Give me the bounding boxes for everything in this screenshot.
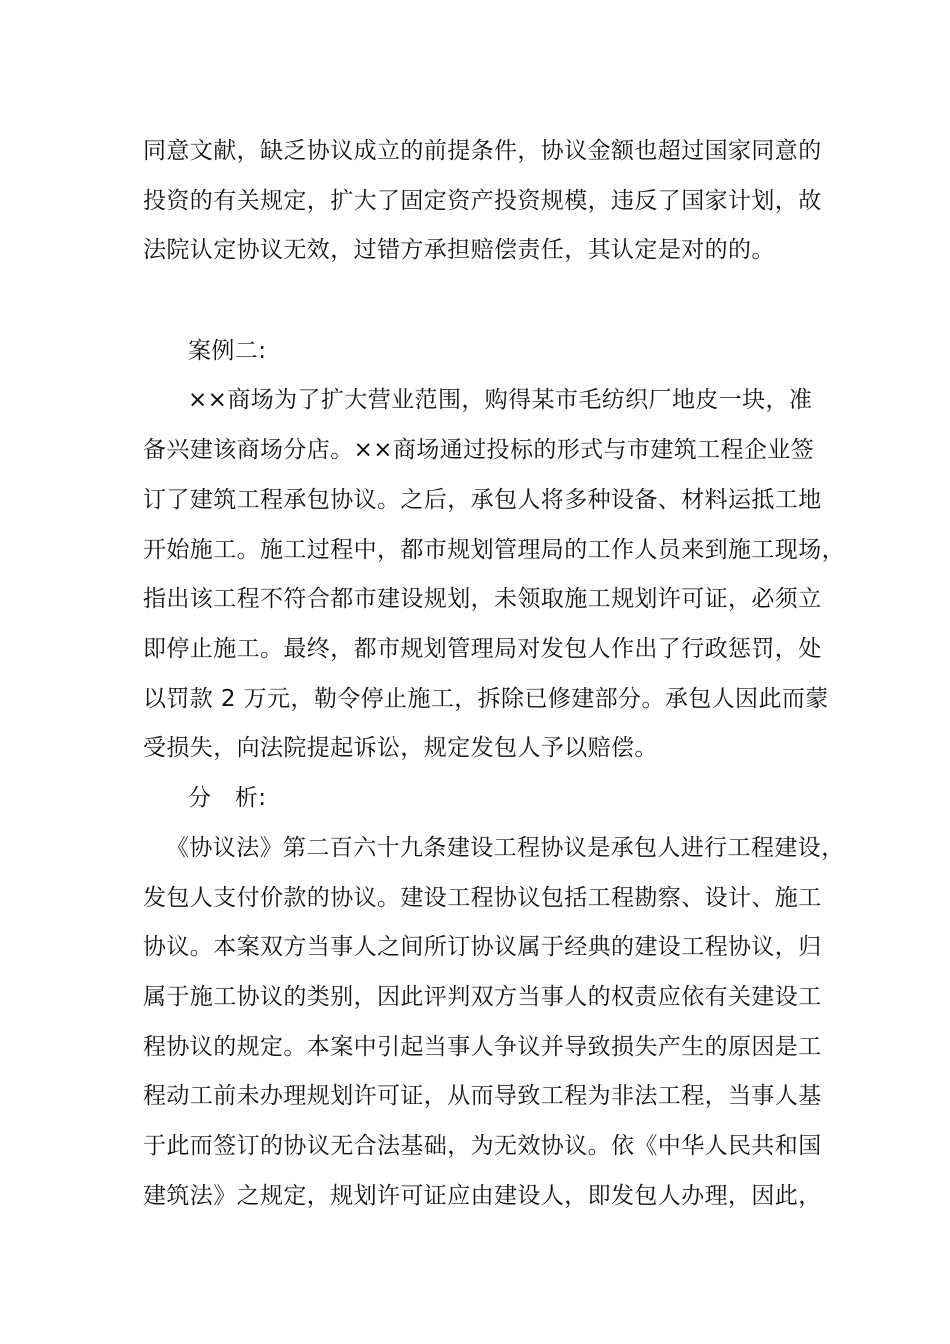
paragraph-line: 程动工前未办理规划许可证，从而导致工程为非法工程，当事人基 (143, 1083, 822, 1109)
paragraph-line: 即停止施工。最终，都市规划管理局对发包人作出了行政惩罚，处 (143, 636, 822, 662)
paragraph-line: ××商场为了扩大营业范围，购得某市毛纺织厂地皮一块，准 (188, 387, 813, 413)
paragraph-line: 投资的有关规定，扩大了固定资产投资规模，违反了国家计划，故 (143, 188, 822, 214)
paragraph-line: 《协议法》第二百六十九条建设工程协议是承包人进行工程建设， (166, 835, 845, 861)
paragraph-line: 属于施工协议的类别，因此评判双方当事人的权责应依有关建设工 (143, 984, 822, 1010)
paragraph-line: 同意文献，缺乏协议成立的前提条件，协议金额也超过国家同意的 (143, 138, 822, 164)
paragraph-line: 建筑法》之规定，规划许可证应由建设人，即发包人办理，因此， (143, 1183, 822, 1209)
paragraph-line: 法院认定协议无效，过错方承担赔偿责任，其认定是对的的。 (143, 237, 775, 263)
analysis-heading: 分 析: (188, 785, 267, 811)
paragraph-line: 指出该工程不符合都市建设规划，未领取施工规划许可证，必须立 (143, 586, 822, 612)
paragraph-line: 订了建筑工程承包协议。之后，承包人将多种设备、材料运抵工地 (143, 487, 822, 513)
paragraph-line: 备兴建该商场分店。××商场通过投标的形式与市建筑工程企业签 (143, 437, 815, 463)
paragraph-line: 开始施工。施工过程中，都市规划管理局的工作人员来到施工现场， (143, 537, 845, 563)
paragraph-line: 发包人支付价款的协议。建设工程协议包括工程勘察、设计、施工 (143, 885, 822, 911)
paragraph-line: 程协议的规定。本案中引起当事人争议并导致损失产生的原因是工 (143, 1034, 822, 1060)
paragraph-line: 受损失，向法院提起诉讼，规定发包人予以赔偿。 (143, 735, 658, 761)
paragraph-line: 于此而签订的协议无合法基础，为无效协议。依《中华人民共和国 (143, 1133, 822, 1159)
case-heading: 案例二: (188, 338, 267, 364)
paragraph-line: 以罚款 2 万元，勒令停止施工，拆除已修建部分。承包人因此而蒙 (143, 686, 829, 712)
paragraph-line: 协议。本案双方当事人之间所订协议属于经典的建设工程协议，归 (143, 934, 822, 960)
